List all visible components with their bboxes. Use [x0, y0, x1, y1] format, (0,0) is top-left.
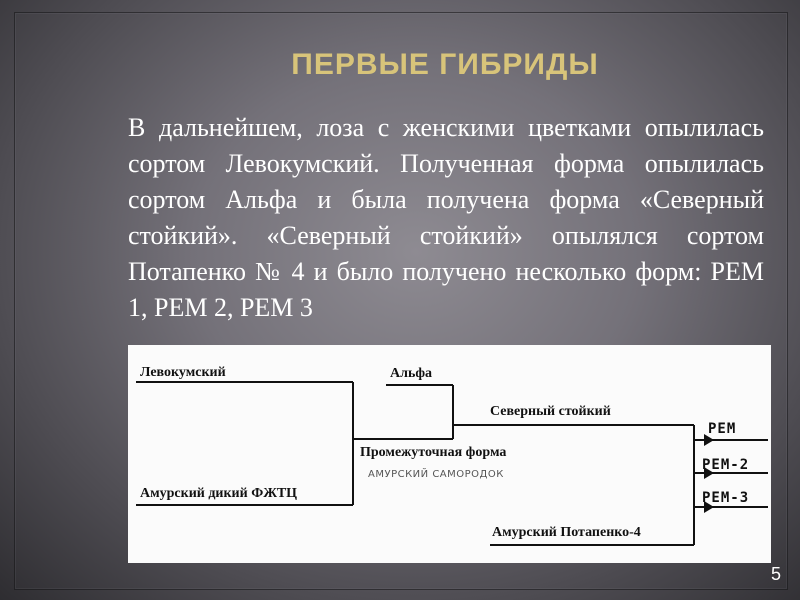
pedigree-diagram	[128, 345, 771, 563]
label-amursky-potapenko: Амурский Потапенко-4	[492, 525, 641, 540]
label-promezhutochnaya-forma: Промежуточная форма	[360, 445, 507, 460]
label-rem-1: РЕМ	[708, 421, 737, 437]
page-number: 5	[771, 564, 782, 584]
label-rem-3: РЕМ-3	[702, 490, 750, 506]
label-amursky-dikiy: Амурский дикий ФЖТЦ	[140, 486, 298, 501]
label-rem-2: РЕМ-2	[702, 457, 750, 473]
handwritten-note: АМУРСКИЙ САМОРОДОК	[368, 469, 504, 480]
label-levokumsky: Левокумский	[140, 365, 226, 380]
label-severny-stoikiy: Северный стойкий	[490, 404, 611, 419]
label-alfa: Альфа	[390, 366, 433, 381]
slide-title: ПЕРВЫЕ ГИБРИДЫ	[291, 48, 599, 81]
slide-body-text: В дальнейшем, лоза с женскими цветками опылилась сортом Левокумский. Полученная форма опылилась сортом Альфа и была получена форма «Северный стойкий». «Северный стойкий» опылялся сортом Потапенко № 4 и было получено несколько форм: РЕМ 1, РЕМ 2, РЕМ 3	[128, 113, 764, 322]
